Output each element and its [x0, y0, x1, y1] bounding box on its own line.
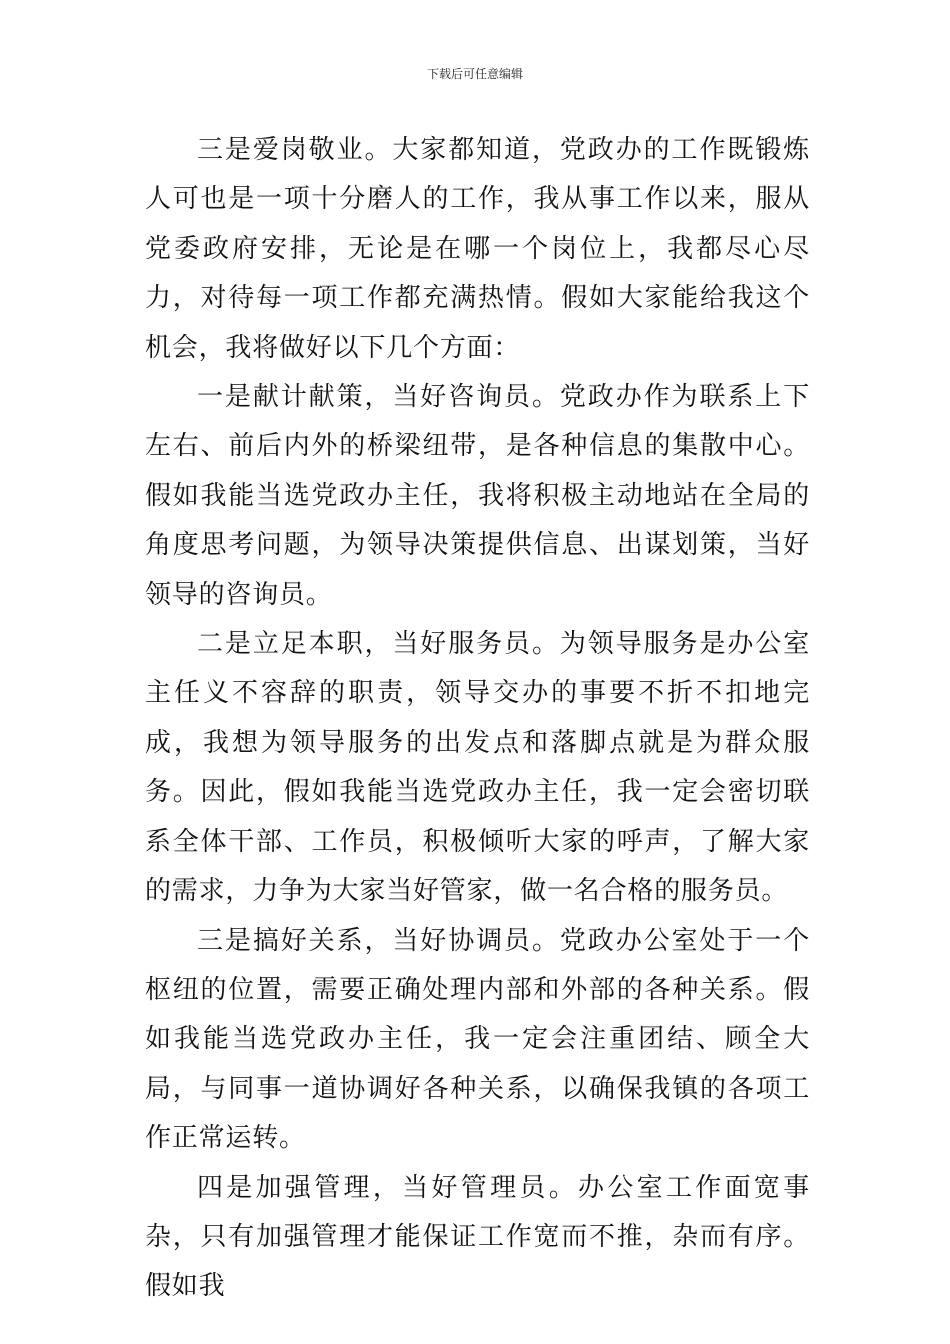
document-body	[145, 126, 810, 1312]
paragraph-4: 三是搞好关系，当好协调员。党政办公室处于一个枢纽的位置，需要正确处理内部和外部的各种关系。假如我能当选党政办主任，我一定会注重团结、顾全大局，与同事一道协调好各种关系，以确保我镇的各项工作正常运转。	[145, 925, 810, 1154]
paragraph-2: 一是献计献策，当好咨询员。党政办作为联系上下左右、前后内外的桥梁纽带，是各种信息的集散中心。假如我能当选党政办主任，我将积极主动地站在全局的角度思考问题，为领导决策提供信息、出谋划策，当好领导的咨询员。	[145, 382, 810, 610]
paragraph-5: 四是加强管理，当好管理员。办公室工作面宽事杂，只有加强管理才能保证工作宽而不推，杂而有序。假如我	[145, 1172, 810, 1302]
paragraph-1: 三是爱岗敬业。大家都知道，党政办的工作既锻炼人可也是一项十分磨人的工作，我从事工作以来，服从党委政府安排，无论是在哪一个岗位上，我都尽心尽力，对待每一项工作都充满热情。假如大家能给我这个机会，我将做好以下几个方面：	[145, 135, 810, 363]
page-header: 下载后可任意编辑	[426, 67, 523, 81]
paragraph-3: 二是立足本职，当好服务员。为领导服务是办公室主任义不容辞的职责，领导交办的事要不折不扣地完成，我想为领导服务的出发点和落脚点就是为群众服务。因此，假如我能当选党政办主任，我一定会密切联系全体干部、工作员，积极倾听大家的呼声，了解大家的需求，力争为大家当好管家，做一名合格的服务员。	[145, 629, 810, 907]
